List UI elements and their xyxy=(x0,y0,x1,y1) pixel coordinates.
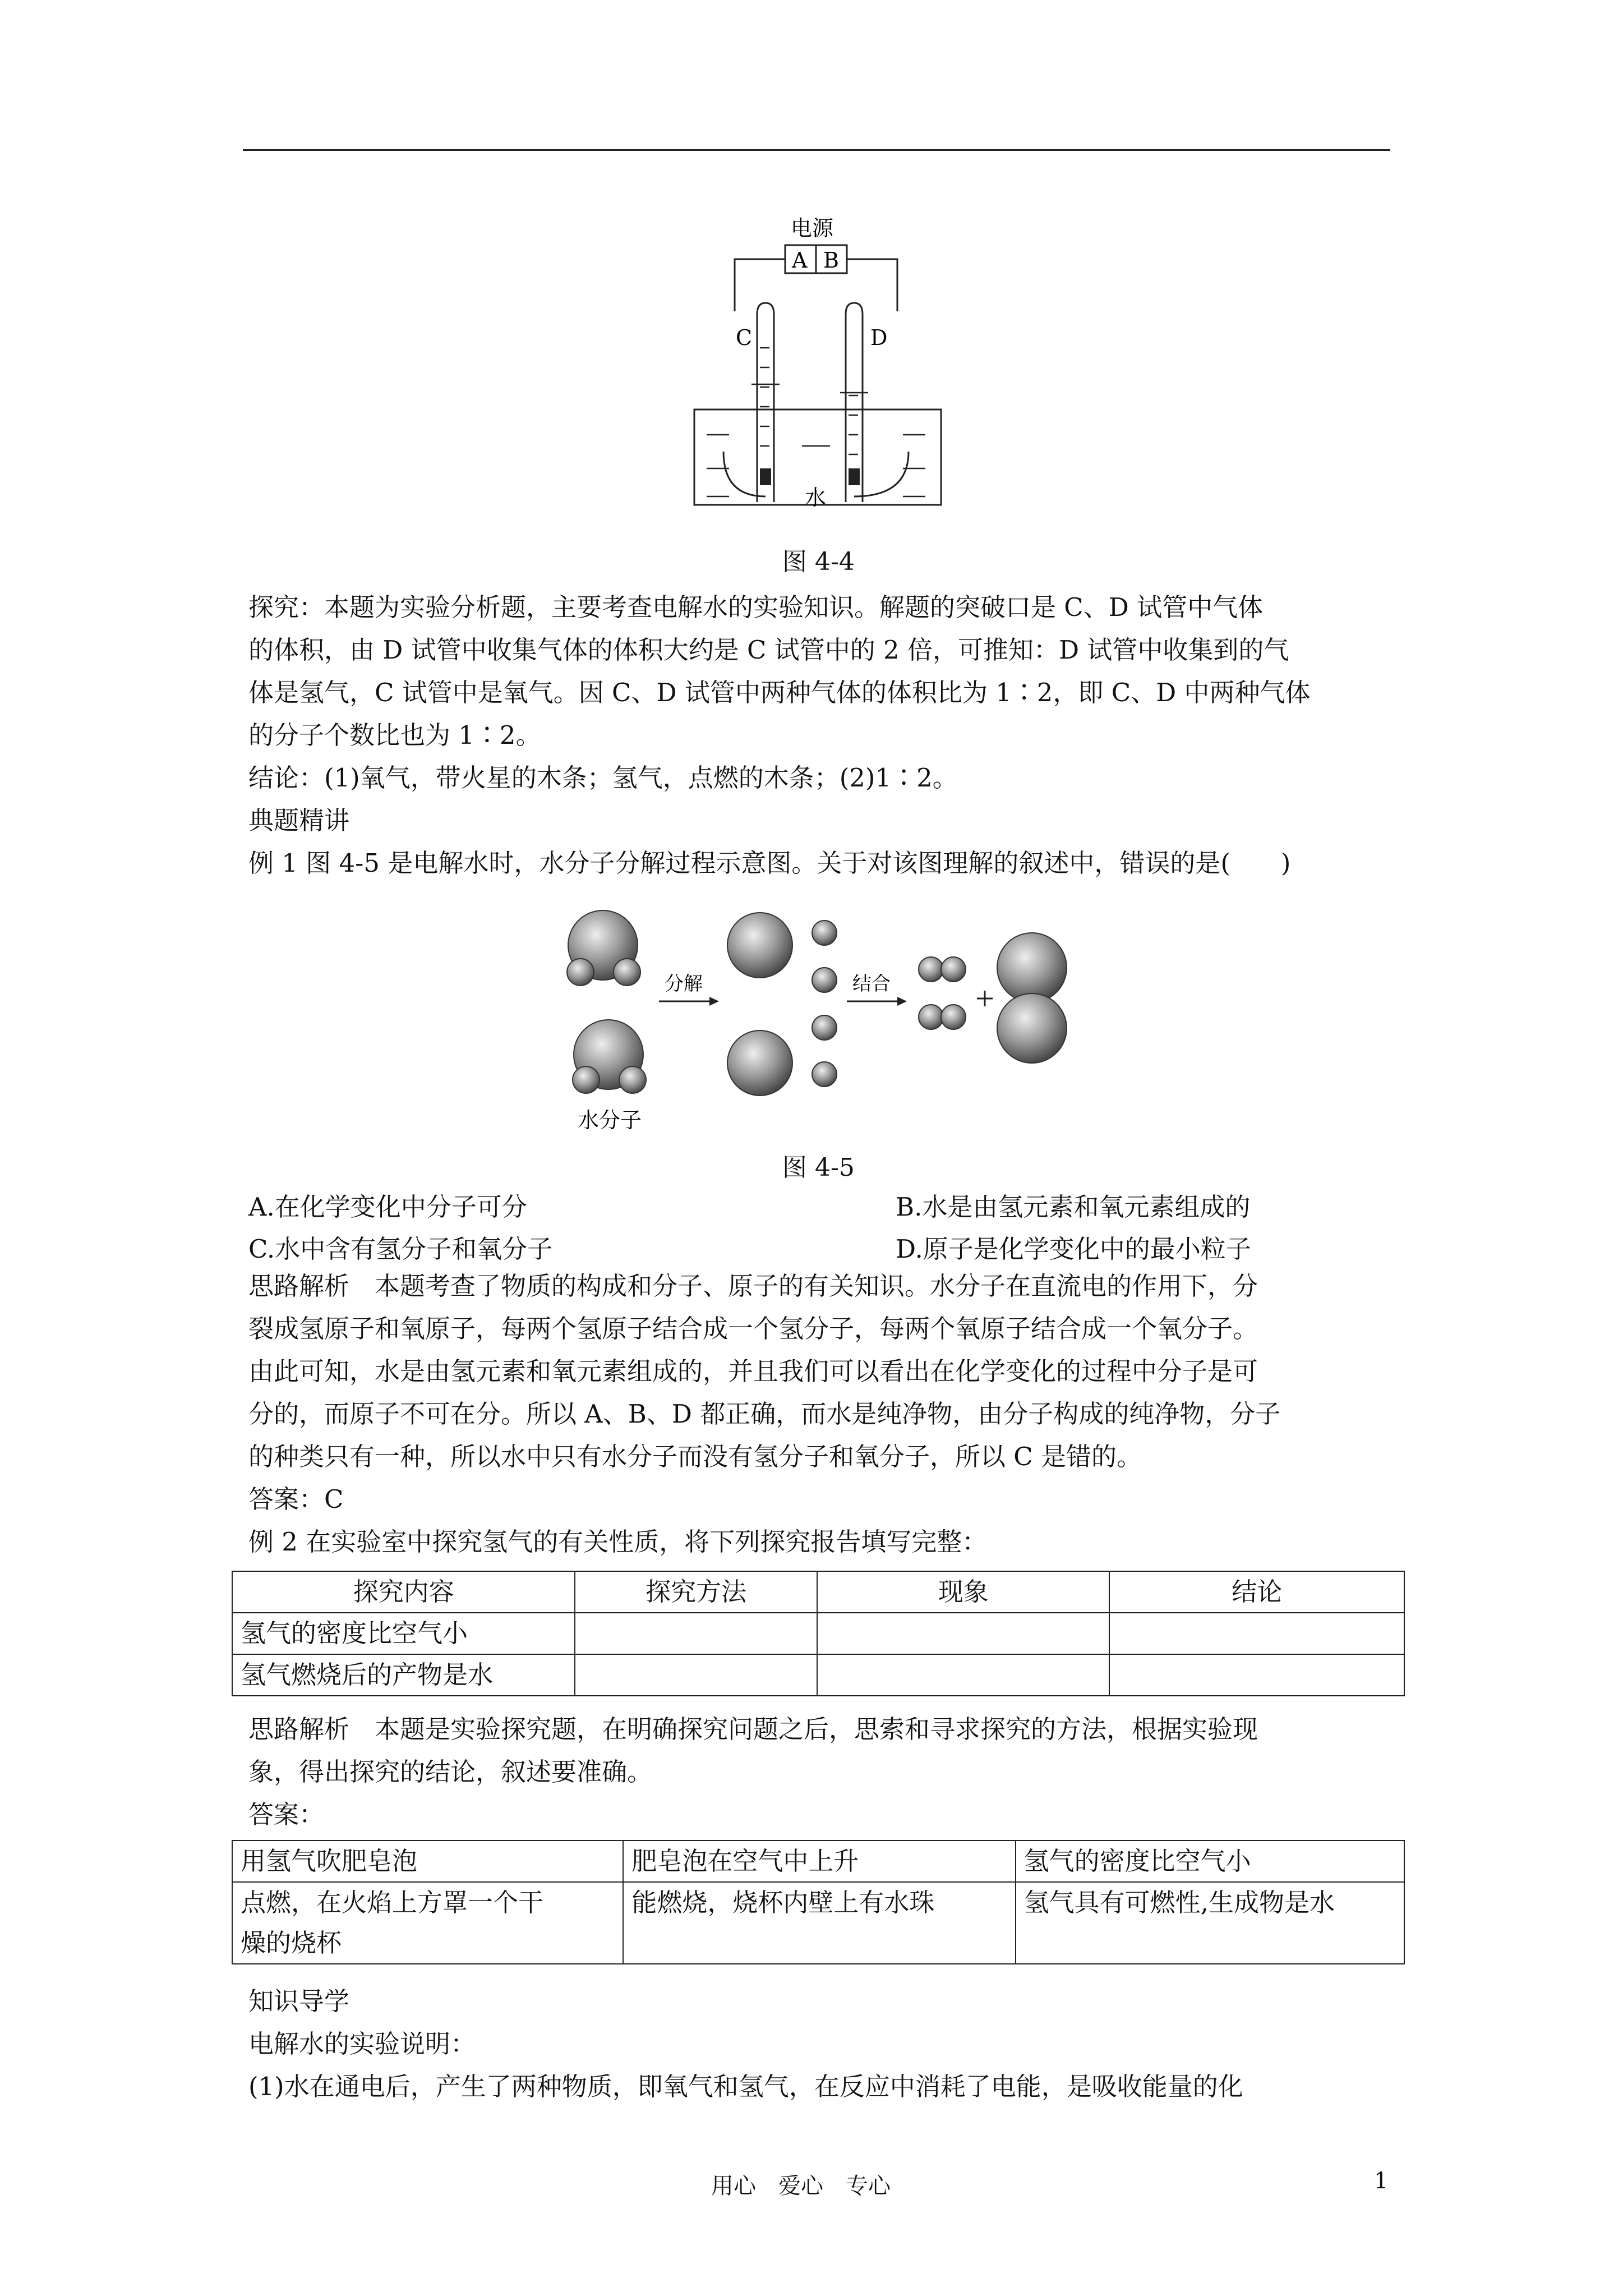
option-c: C.水中含有氢分子和氧分子 xyxy=(248,1234,553,1264)
analysis-line: 思路解析 本题考查了物质的构成和分子、原子的有关知识。水分子在直流电的作用下，分 xyxy=(248,1271,1258,1301)
electrode-c xyxy=(760,468,771,485)
figure-4-4-caption: 图 4-4 xyxy=(782,547,855,576)
analysis-line: 象，得出探究的结论，叙述要准确。 xyxy=(248,1757,653,1787)
table-row xyxy=(232,1613,1404,1654)
paragraph-line: 的体积，由 D 试管中收集气体的体积大约是 C 试管中的 2 倍，可推知：D 试管中收集到的气 xyxy=(248,635,1289,665)
analysis-line: 的种类只有一种，所以水中只有水分子而没有氢分子和氧分子，所以 C 是错的。 xyxy=(248,1442,1142,1471)
answer-1: 答案：C xyxy=(248,1484,344,1514)
answer-table xyxy=(232,1840,1405,1964)
table-row xyxy=(232,1882,1404,1964)
decompose-label: 分解 xyxy=(665,973,703,995)
table-cell: 氢气具有可燃性,生成物是水 xyxy=(1016,1882,1404,1964)
table-header-row xyxy=(232,1571,1404,1613)
table-cell xyxy=(1109,1654,1404,1696)
footer-motto: 用心 爱心 专心 xyxy=(711,2173,891,2199)
tube-c-label: C xyxy=(736,325,753,350)
example-1-question: 例 1 图 4-5 是电解水时，水分子分解过程示意图。关于对该图理解的叙述中，错误的是( ) xyxy=(248,848,1291,878)
answer-2-label: 答案： xyxy=(248,1800,325,1829)
table-cell-line: 燥的烧杯 xyxy=(241,1928,342,1958)
water-label: 水 xyxy=(805,485,827,510)
hydrogen-atom xyxy=(573,1066,600,1093)
combine-label: 结合 xyxy=(852,973,891,995)
conclusion-text: 结论：(1)氧气，带火星的木条；氢气，点燃的木条；(2)1∶2。 xyxy=(248,763,958,793)
hydrogen-atom xyxy=(812,1062,837,1087)
table-row xyxy=(232,1841,1404,1882)
power-label: 电源 xyxy=(791,216,834,241)
oxygen-atom xyxy=(997,933,1067,1002)
analysis-line: 分的，而原子不可在分。所以 A、B、D 都正确，而水是纯净物，由分子构成的纯净物，分子 xyxy=(248,1399,1281,1429)
hydrogen-atom xyxy=(812,1015,837,1040)
table-cell: 用氢气吹肥皂泡 xyxy=(232,1841,623,1882)
intro-text: 电解水的实验说明： xyxy=(248,2029,476,2059)
hydrogen-atom xyxy=(919,957,943,982)
table-cell: 能燃烧，烧杯内壁上有水珠 xyxy=(623,1882,1015,1964)
section-heading: 知识导学 xyxy=(248,1986,350,2016)
hydrogen-atom xyxy=(619,1066,646,1093)
table-cell xyxy=(575,1654,817,1696)
analysis-line: 裂成氢原子和氧原子，每两个氢原子结合成一个氢分子，每两个氧原子结合成一个氧分子。 xyxy=(248,1314,1258,1343)
electrolysis-apparatus-figure xyxy=(690,210,948,524)
hydrogen-atom xyxy=(941,957,966,982)
paragraph-line: 探究：本题为实验分析题，主要考查电解水的实验知识。解题的突破口是 C、D 试管中气体 xyxy=(248,592,1264,622)
paragraph-line: 的分子个数比也为 1∶2。 xyxy=(248,720,541,750)
terminal-a-label: A xyxy=(792,248,808,273)
table-cell xyxy=(1109,1613,1404,1654)
table-header-cell: 结论 xyxy=(1109,1571,1404,1613)
table-cell xyxy=(817,1654,1110,1696)
hydrogen-atom xyxy=(567,959,594,986)
table-cell xyxy=(232,1882,623,1964)
electrode-d xyxy=(849,468,860,485)
option-a: A.在化学变化中分子可分 xyxy=(248,1192,527,1222)
section-heading: 典题精讲 xyxy=(248,806,350,835)
table-cell: 氢气燃烧后的产物是水 xyxy=(232,1654,575,1696)
tube-d-label: D xyxy=(870,325,888,350)
analysis-line: 思路解析 本题是实验探究题，在明确探究问题之后，思索和寻求探究的方法，根据实验现 xyxy=(248,1714,1258,1744)
table-row xyxy=(232,1654,1404,1696)
hydrogen-atom xyxy=(941,1005,966,1029)
table-cell: 氢气的密度比空气小 xyxy=(1016,1841,1404,1882)
terminal-b-label: B xyxy=(823,248,839,273)
table-cell: 肥皂泡在空气中上升 xyxy=(623,1841,1015,1882)
table-header-cell: 现象 xyxy=(817,1571,1110,1613)
table-header-cell: 探究方法 xyxy=(575,1571,817,1613)
hydrogen-atom xyxy=(812,921,837,945)
table-cell-line: 点燃，在火焰上方罩一个干 xyxy=(241,1888,544,1917)
header-rule xyxy=(243,149,1390,151)
water-molecule-label: 水分子 xyxy=(578,1108,642,1133)
table-cell xyxy=(817,1613,1110,1654)
paragraph-line: 体是氢气，C 试管中是氧气。因 C、D 试管中两种气体的体积比为 1∶2，即 C、D 中两种气体 xyxy=(248,678,1311,707)
table-cell xyxy=(575,1613,817,1654)
point-1-text: (1)水在通电后，产生了两种物质，即氧气和氢气，在反应中消耗了电能，是吸收能量的化 xyxy=(248,2072,1243,2101)
oxygen-atom xyxy=(727,1030,792,1096)
molecule-decomposition-figure xyxy=(561,889,1088,1136)
example-2-question: 例 2 在实验室中探究氢气的有关性质，将下列探究报告填写完整： xyxy=(248,1527,988,1557)
option-b: B.水是由氢元素和氧元素组成的 xyxy=(896,1192,1251,1222)
table-header-cell: 探究内容 xyxy=(232,1571,575,1613)
hydrogen-atom xyxy=(919,1005,943,1029)
oxygen-atom xyxy=(727,913,792,978)
hydrogen-atom xyxy=(614,959,640,986)
option-d: D.原子是化学变化中的最小粒子 xyxy=(896,1234,1251,1264)
inquiry-table xyxy=(232,1571,1405,1696)
table-cell: 氢气的密度比空气小 xyxy=(232,1613,575,1654)
analysis-line: 由此可知，水是由氢元素和氧元素组成的，并且我们可以看出在化学变化的过程中分子是可 xyxy=(248,1356,1258,1386)
page-number: 1 xyxy=(1374,2168,1389,2194)
hydrogen-atom xyxy=(812,968,837,992)
oxygen-atom xyxy=(997,993,1067,1063)
figure-4-5-caption: 图 4-5 xyxy=(782,1153,855,1182)
